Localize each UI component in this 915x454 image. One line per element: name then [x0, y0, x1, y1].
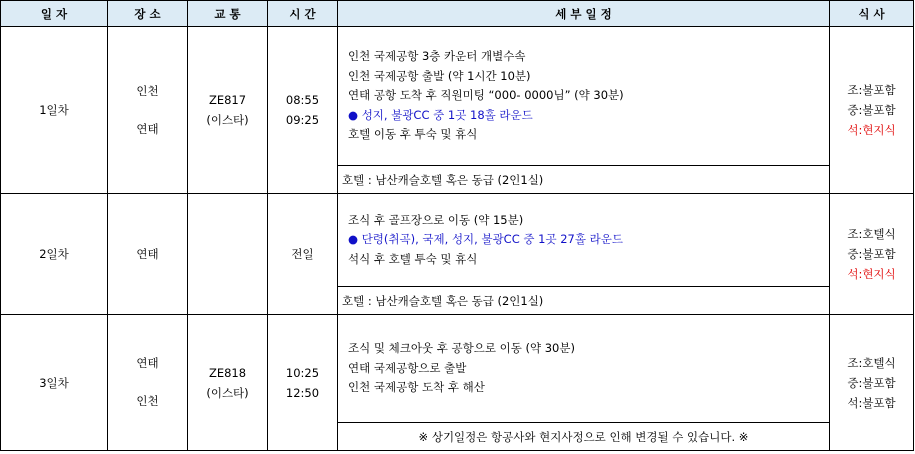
- day3-time-arrive: 12:50: [285, 385, 320, 400]
- day3-meal-lunch: 중:불포함: [847, 375, 896, 390]
- day2-detail-line-3: 석식 후 호텔 투숙 및 휴식: [348, 251, 478, 266]
- day1-times: [268, 27, 338, 194]
- schedule-change-note: ※ 상기일정은 항공사와 현지사정으로 인해 변경될 수 있습니다. ※: [338, 423, 830, 451]
- day2-detail-line-1: 조식 후 골프장으로 이동 (약 15분): [348, 212, 524, 227]
- day1-airline: (이스타): [206, 113, 249, 127]
- day2-transport: [188, 194, 268, 315]
- header-day: 일 자: [1, 1, 108, 27]
- day3-meal-dinner: 석:불포함: [847, 395, 896, 410]
- day3-detail: [338, 315, 830, 423]
- day3-place-1: 연태: [136, 356, 159, 370]
- day1-detail-golf: ● 성지, 불광CC 중 1곳 18홀 라운드: [348, 107, 533, 122]
- day3-label: 3일차: [1, 315, 108, 451]
- header-row: [1, 1, 914, 27]
- day1-meals: [830, 27, 914, 194]
- day1-detail-line-1: 인천 국제공항 3층 카운터 개별수속: [348, 49, 526, 64]
- day3-detail-line-2: 연태 국제공항으로 출발: [348, 360, 467, 375]
- day1-time-arrive: 09:25: [285, 113, 320, 127]
- day2-row: [1, 194, 914, 287]
- day3-row: [1, 315, 914, 423]
- day1-detail-line-3: 연태 공항 도착 후 직원미팅 “000- 0000님” (약 30분): [348, 88, 624, 103]
- header-place: 장 소: [108, 1, 188, 27]
- day2-time: 전일: [268, 194, 338, 315]
- day2-hotel: 호텔 : 남산캐슬호텔 혹은 동급 (2인1실): [338, 287, 830, 315]
- day3-places: [108, 315, 188, 451]
- day1-place-1: 인천: [136, 83, 159, 98]
- day3-flight-number: ZE818: [208, 365, 247, 380]
- day1-places: [108, 27, 188, 194]
- day1-detail-line-2: 인천 국제공항 출발 (약 1시간 10분): [348, 68, 531, 83]
- day3-detail-line-3: 인천 국제공항 도착 후 해산: [348, 380, 485, 395]
- day3-airline: (이스타): [206, 385, 249, 400]
- day1-meal-lunch: 중:불포함: [847, 103, 896, 117]
- day1-transport: [188, 27, 268, 194]
- day3-meals: [830, 315, 914, 451]
- day2-meals: [830, 194, 914, 315]
- day3-place-2: 인천: [136, 394, 159, 408]
- day3-transport: [188, 315, 268, 451]
- day3-time-depart: 10:25: [285, 365, 320, 380]
- day2-meal-breakfast: 조:호텔식: [847, 227, 896, 241]
- day1-row: [1, 27, 914, 166]
- day1-flight-number: ZE817: [208, 93, 247, 107]
- day3-meal-breakfast: 조:호텔식: [847, 355, 896, 370]
- day1-detail: [338, 27, 830, 166]
- day3-detail-line-1: 조식 및 체크아웃 후 공항으로 이동 (약 30분): [348, 341, 575, 356]
- day2-meal-lunch: 중:불포함: [847, 247, 896, 261]
- day1-hotel: 호텔 : 남산캐슬호텔 혹은 동급 (2인1실): [338, 166, 830, 194]
- day2-place: 연태: [108, 194, 188, 315]
- header-transport: 교 통: [188, 1, 268, 27]
- day1-place-2: 연태: [136, 121, 159, 136]
- header-time: 시 간: [268, 1, 338, 27]
- day1-time-depart: 08:55: [285, 93, 320, 107]
- day2-label: 2일차: [1, 194, 108, 315]
- day1-label: 1일차: [1, 27, 108, 194]
- day2-detail: [338, 194, 830, 287]
- day2-meal-dinner: 석:현지식: [847, 267, 896, 281]
- day1-detail-line-5: 호텔 이동 후 투숙 및 휴식: [348, 127, 478, 142]
- day2-detail-golf: ● 단령(취곡), 국제, 성지, 불광CC 중 1곳 27홀 라운드: [348, 232, 623, 247]
- header-meal: 식 사: [830, 1, 914, 27]
- day3-times: [268, 315, 338, 451]
- day1-meal-dinner: 석:현지식: [847, 123, 896, 137]
- day1-meal-breakfast: 조:불포함: [847, 83, 896, 97]
- header-detail: 세 부 일 정: [338, 1, 830, 27]
